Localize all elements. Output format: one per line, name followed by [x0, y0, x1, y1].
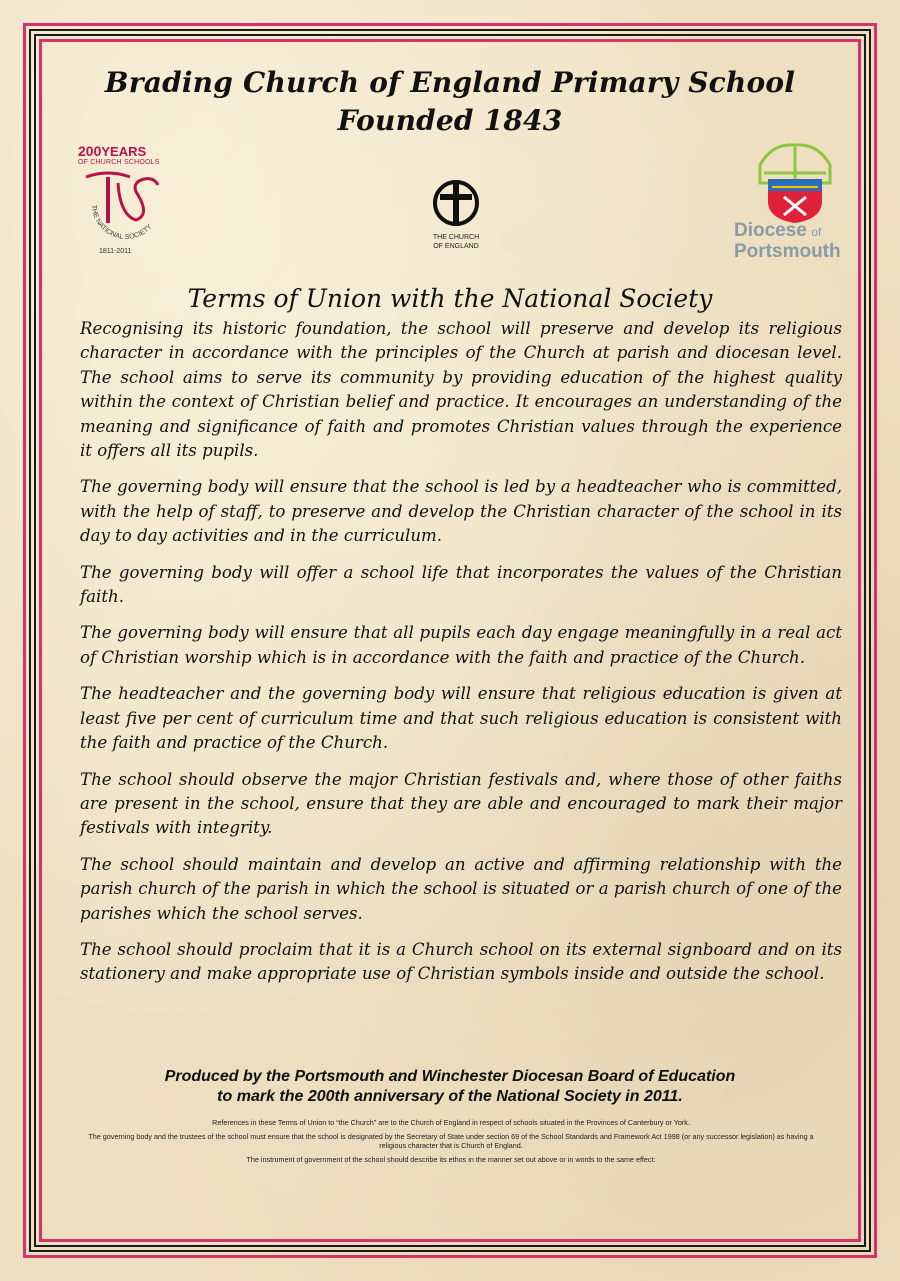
- ce-text-line1: THE CHURCH: [432, 234, 480, 241]
- portsmouth-word: Portsmouth: [734, 241, 841, 262]
- produced-line2: to mark the 200th anniversary of the National Society in 2011.: [217, 1088, 683, 1105]
- footnote: The governing body and the trustees of the school must ensure that the school is designated by the Secretary of State under section 69 of the School Standards and Framework Act 1998 (or any successor legislation) as having a religious character that is Church of England.: [88, 1132, 814, 1150]
- ns-dates: 1811-2011: [99, 248, 132, 255]
- church-of-england-logo: [428, 178, 484, 248]
- diocese-of: of: [811, 225, 822, 239]
- national-society-emblem-icon: [78, 165, 173, 260]
- ns-years-word: YEARS: [101, 144, 147, 159]
- founded-line: Founded 1843: [337, 104, 563, 137]
- church-of-england-cross-icon: [428, 178, 484, 228]
- terms-paragraph: The governing body will ensure that all pupils each day engage meaningfully in a real act of Christian worship which is in accordance with the faith and practice of the Church.: [80, 623, 842, 667]
- footnote: The instrument of government of the school should describe its ethos in the manner set out above or in words to the same effect:: [246, 1155, 656, 1164]
- terms-paragraph: Recognising its historic foundation, the school will preserve and develop its religious character in accordance with the principles of the Church at parish and diocesan level. The school aims to serve its community by providing education of the highest quality within the context of Christian belief and practice. It encourages an understanding of the meaning and significance of faith and promotes Christian values through the experience it offers all its pupils.: [80, 319, 842, 461]
- produced-line1: Produced by the Portsmouth and Winchester Diocesan Board of Education: [164, 1068, 736, 1085]
- terms-paragraph: The governing body will offer a school life that incorporates the values of the Christian faith.: [80, 562, 842, 607]
- terms-paragraph: The school should observe the major Christian festivals and, where those of other faiths are present in the school, ensure that they are able and encouraged to mark their major festivals with integrity.: [80, 769, 842, 838]
- terms-paragraph: The school should proclaim that it is a Church school on its external signboard and on its stationery and make appropriate use of Christian symbols inside and outside the school.: [80, 939, 842, 984]
- diocese-portsmouth-logo: [728, 143, 848, 263]
- footnotes: [78, 1118, 824, 1169]
- terms-heading: Terms of Union with the National Society: [187, 284, 713, 313]
- produced-by-notice: [60, 1067, 840, 1107]
- ce-text-line2: OF ENGLAND: [433, 243, 479, 250]
- footnote: References in these Terms of Union to “the Church” are to the Church of England in respect of schools situated in the Provinces of Canterbury or York.: [212, 1118, 690, 1127]
- school-title: Brading Church of England Primary School: [104, 66, 796, 99]
- diocese-word: Diocese: [734, 220, 807, 241]
- ns-ring-text: THE NATIONAL SOCIETY: [89, 204, 154, 242]
- national-society-logo: [78, 145, 173, 260]
- diocese-mitre-shield-icon: [750, 143, 840, 225]
- ns-years-number: 200: [78, 143, 102, 159]
- terms-paragraph: The school should maintain and develop an active and affirming relationship with the parish church of the parish in which the school is situated or a parish church of one of the parishes which the school serves.: [80, 854, 842, 923]
- ns-subtitle: OF CHURCH SCHOOLS: [78, 159, 160, 166]
- terms-paragraph: The headteacher and the governing body will ensure that religious education is given at least five per cent of curriculum time and that such religious education is consistent with the faith and practice of the Church.: [80, 684, 842, 753]
- terms-paragraph: The governing body will ensure that the school is led by a headteacher who is committed, with the help of staff, to preserve and develop the Christian character of the school in its day to day activities and in the curriculum.: [80, 477, 842, 546]
- terms-body: [80, 317, 842, 999]
